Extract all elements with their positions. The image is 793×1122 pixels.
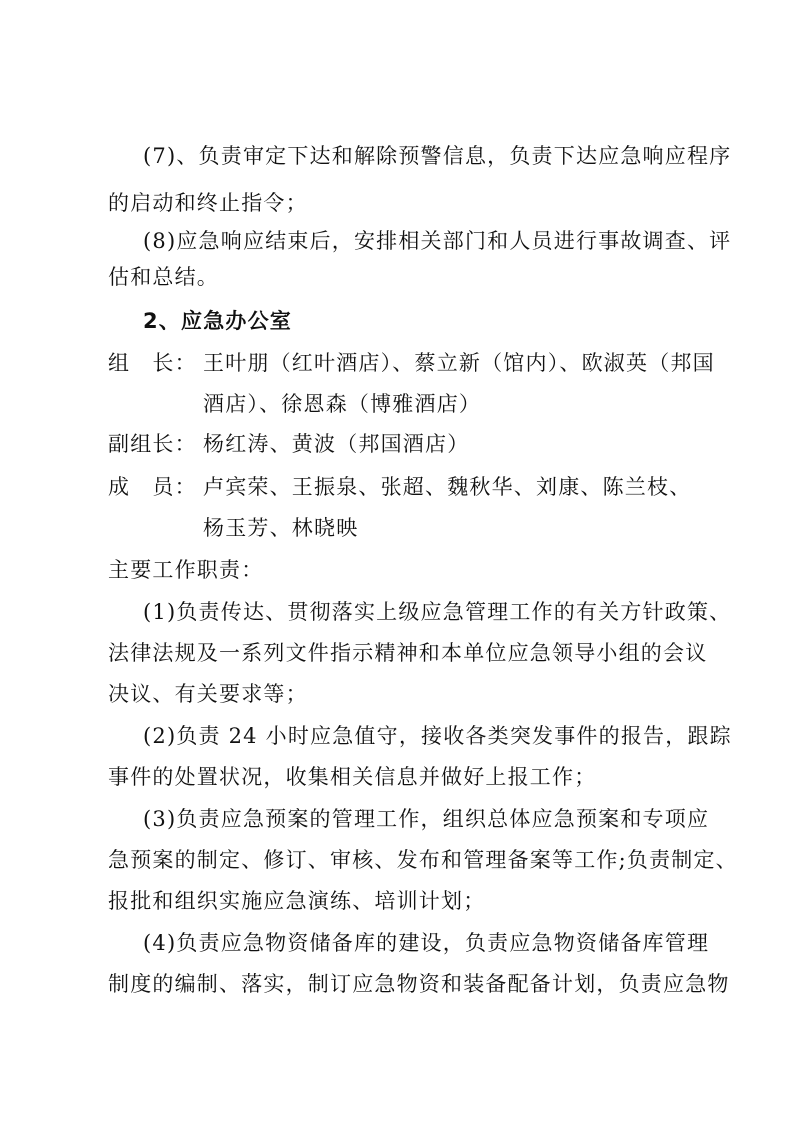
- duty-4-text-2: 制度的编制、落实，制订应急物资和装备配备计划，负责应急物: [108, 972, 730, 996]
- duty-3-text-2: 急预案的制定、修订、审核、发布和管理备案等工作;负责制定、: [108, 848, 738, 872]
- leader-label: 组 长：: [108, 351, 197, 375]
- duty-2-text-2: 事件的处置状况，收集相关信息并做好上报工作；: [108, 765, 597, 789]
- member-value-2: 杨玉芳、林晓映: [203, 516, 359, 540]
- deputy-label: 副组长：: [108, 432, 197, 456]
- leader-value-2: 酒店）、徐恩森（博雅酒店）: [203, 392, 482, 416]
- item-7-text-2: 的启动和终止指令；: [108, 191, 308, 215]
- member-label: 成 员：: [108, 475, 197, 499]
- member-value-1: 卢宾荣、王振泉、张超、魏秋华、刘康、陈兰枝、: [203, 475, 692, 499]
- item-8-text-1: (8)应急响应结束后，安排相关部门和人员进行事故调查、评: [143, 229, 732, 253]
- duty-3-text-1: (3)负责应急预案的管理工作，组织总体应急预案和专项应: [143, 807, 710, 831]
- duty-2-text-1: (2)负责 24 小时应急值守，接收各类突发事件的报告，跟踪: [143, 724, 732, 748]
- item-7-text-1: (7)、负责审定下达和解除预警信息，负责下达应急响应程序: [143, 144, 732, 168]
- item-8-text-2: 估和总结。: [108, 265, 219, 289]
- duty-1-text-2: 法律法规及一系列文件指示精神和本单位应急领导小组的会议: [108, 641, 708, 665]
- duty-1-text-3: 决议、有关要求等；: [108, 682, 308, 706]
- section-heading-text: 2、应急办公室: [143, 309, 293, 333]
- duties-heading-text: 主要工作职责：: [108, 558, 264, 582]
- duty-4-text-1: (4)负责应急物资储备库的建设，负责应急物资储备库管理: [143, 931, 710, 955]
- deputy-value: 杨红涛、黄波（邦国酒店）: [203, 432, 470, 456]
- duty-3-text-3: 报批和组织实施应急演练、培训计划；: [108, 889, 486, 913]
- duty-1-text-1: (1)负责传达、贯彻落实上级应急管理工作的有关方针政策、: [143, 600, 732, 624]
- leader-value-1: 王叶朋（红叶酒店）、蔡立新（馆内）、欧淑英（邦国: [203, 351, 715, 375]
